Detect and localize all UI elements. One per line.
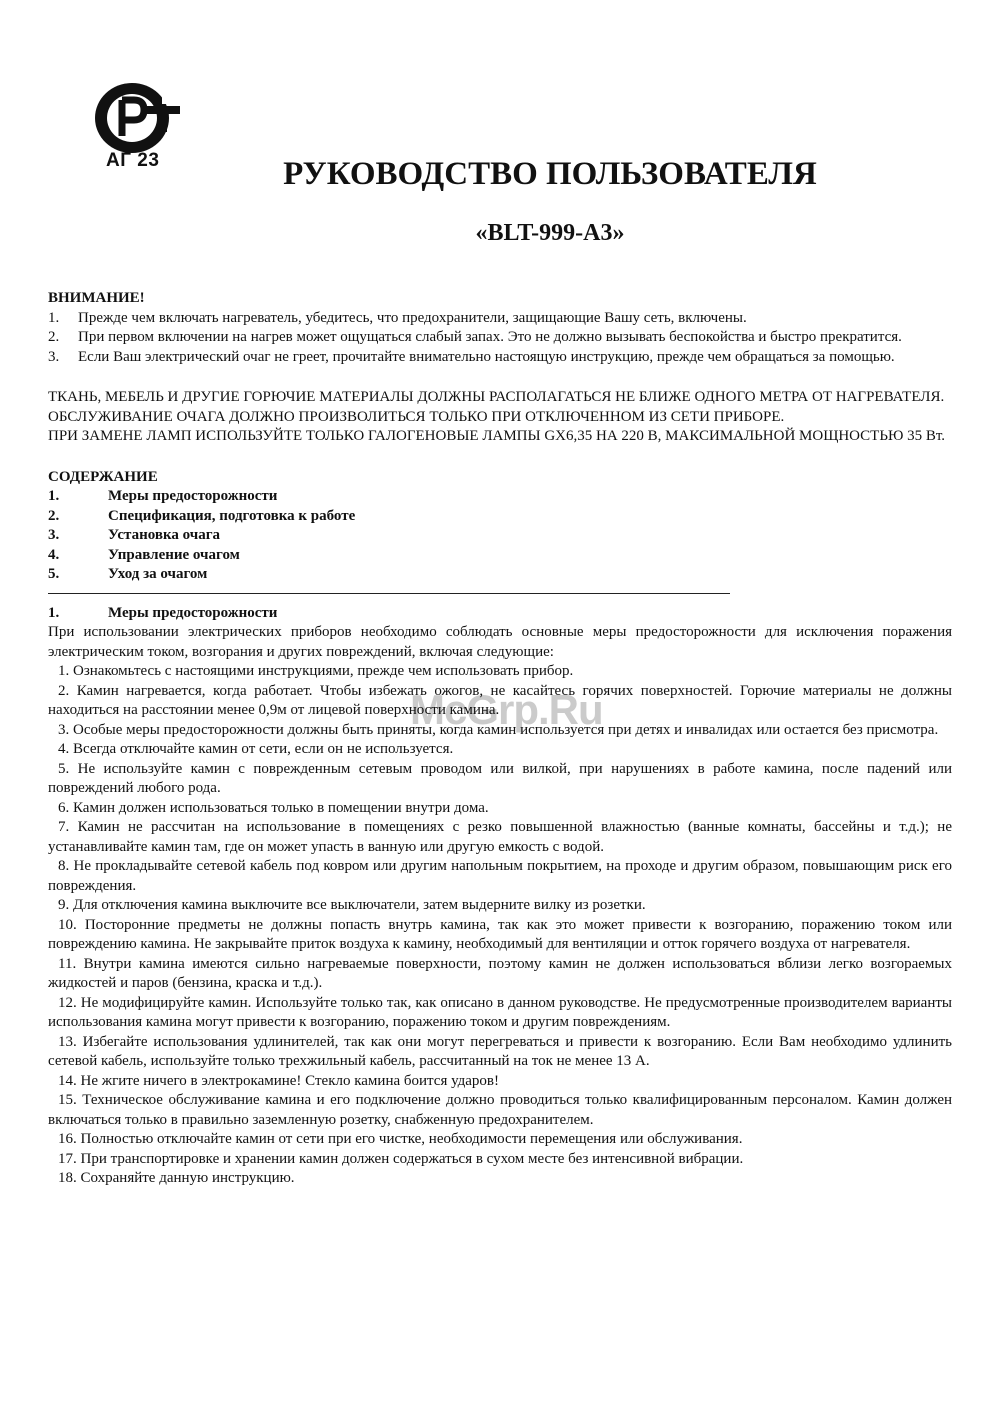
watermark: McGrp.Ru — [410, 686, 603, 733]
precaution-item: 11. Внутри камина имеются сильно нагреваемые поверхности, поэтому камин не должен использоваться вблизи легко возгораемых жидкостей и паров (бензина, краска и т.д.). — [48, 955, 952, 991]
document-body — [48, 289, 952, 1189]
attention-heading: ВНИМАНИЕ! — [48, 290, 145, 306]
attention-item: 3. Если Ваш электрический очаг не греет, прочитайте внимательно настоящую инструкцию, прежде чем обращаться за помощью. — [48, 348, 895, 365]
toc-heading: СОДЕРЖАНИЕ — [48, 468, 158, 485]
precaution-item: 7. Камин не рассчитан на использование в помещениях с резко повышенной влажностью (ванные комнаты, бассейны и т.д.); не устанавливайте камин там, где он может упасть в ванную или другую емкость с водой. — [48, 819, 952, 855]
section-intro: При использовании электрических приборов необходимо соблюдать основные меры предосторожности для исключения поражения электрическим током, возгорания и других повреждений, включая следующие: — [48, 624, 952, 660]
toc-item: 3. Установка очага — [48, 527, 221, 543]
logo-text: АГ 23 — [106, 150, 160, 171]
precaution-item: 18. Сохраняйте данную инструкцию. — [58, 1170, 295, 1186]
precaution-item: 6. Камин должен использоваться только в помещении внутри дома. — [58, 799, 489, 816]
attention-item: 2. При первом включении на нагрев может ощущаться слабый запах. Это не должно вызывать беспокойства и быстро прекратится. — [48, 329, 902, 345]
precaution-item: 9. Для отключения камина выключите все выключатели, затем выдерните вилку из розетки. — [58, 897, 646, 913]
precaution-item: 4. Всегда отключайте камин от сети, если он не используется. — [58, 741, 454, 757]
page-title: РУКОВОДСТВО ПОЛЬЗОВАТЕЛЯ — [283, 156, 817, 192]
warning-text: ТКАНЬ, МЕБЕЛЬ И ДРУГИЕ ГОРЮЧИЕ МАТЕРИАЛЫ ДОЛЖНЫ РАСПОЛАГАТЬСЯ НЕ БЛИЖЕ ОДНОГО МЕТРА ОТ НАГРЕВАТЕЛЯ. — [48, 389, 945, 405]
precaution-item: 10. Посторонние предметы не должны попасть внутрь камина, так как это может привести к возгоранию, поражению током или повреждению камина. Не закрывайте приток воздуха к камину, необходимый для вентиляции и отток горячего воздуха от нагревателя. — [48, 916, 952, 952]
toc-item: 4. Управление очагом — [48, 546, 240, 563]
precaution-item: 3. Особые меры предосторожности должны быть приняты, когда камин используется при детях и инвалидах или остается без присмотра. — [58, 721, 939, 738]
precaution-item: 8. Не прокладывайте сетевой кабель под ковром или другим напольным покрытием, на проходе и другим образом, повышающим риск его повреждения. — [48, 858, 952, 894]
precaution-item: 17. При транспортировке и хранении камин должен содержаться в сухом месте без интенсивной вибрации. — [58, 1150, 744, 1167]
section-heading: 1. Меры предосторожности — [48, 604, 278, 621]
precaution-item: 15. Техническое обслуживание камина и его подключение должно проводиться только квалифицированным персоналом. Камин должен включаться только в правильно заземленную розетку, снабженную предохранителем. — [48, 1092, 952, 1128]
precaution-item: 14. Не жгите ничего в электрокамине! Стекло камина боится ударов! — [58, 1072, 500, 1089]
model-name: «BLT-999-A3» — [475, 220, 625, 246]
warning-text: ПРИ ЗАМЕНЕ ЛАМП ИСПОЛЬЗУЙТЕ ТОЛЬКО ГАЛОГЕНОВЫЕ ЛАМПЫ GX6,35 НА 220 В, МАКСИМАЛЬНОЙ МОЩНОСТЬЮ 35 Вт. — [48, 428, 946, 444]
precaution-item: 12. Не модифицируйте камин. Используйте только так, как описано в данном руководстве. Не предусмотренные производителем варианты использования камина могут привести к возгоранию, поражению током и другим повреждениям. — [48, 994, 952, 1030]
precaution-item: 2. Камин нагревается, когда работает. Чтобы избежать ожогов, не касайтесь горячих поверхностей. Горючие материалы не должны находиться на расстоянии менее 0,9м от лицевой поверхности камина. — [48, 682, 952, 718]
divider — [48, 593, 730, 594]
precaution-item: 1. Ознакомьтесь с настоящими инструкциями, прежде чем использовать прибор. — [58, 663, 574, 679]
precaution-item: 13. Избегайте использования удлинителей, так как они могут перегреваться и привести к возгоранию. Если Вам необходимо удлинить сетевой кабель, используйте только трехжильный кабель, рассчитанный на ток не менее 13 А. — [48, 1033, 952, 1069]
toc-item: 2. Спецификация, подготовка к работе — [48, 507, 356, 524]
warning-text: ОБСЛУЖИВАНИЕ ОЧАГА ДОЛЖНО ПРОИЗВОЛИТЬСЯ ТОЛЬКО ПРИ ОТКЛЮЧЕННОМ ИЗ СЕТИ ПРИБОРЕ. — [48, 408, 785, 425]
toc-item: 1. Меры предосторожности — [48, 488, 278, 504]
attention-item: 1. Прежде чем включать нагреватель, убедитесь, что предохранители, защищающие Вашу сеть, включены. — [48, 309, 747, 326]
precaution-item: 5. Не используйте камин с поврежденным сетевым проводом или вилкой, при нарушениях в работе камина, после падений или повреждений любого рода. — [48, 760, 952, 796]
toc-item: 5. Уход за очагом — [48, 566, 208, 582]
precaution-item: 16. Полностью отключайте камин от сети при его чистке, необходимости перемещения или обслуживания. — [58, 1131, 743, 1147]
